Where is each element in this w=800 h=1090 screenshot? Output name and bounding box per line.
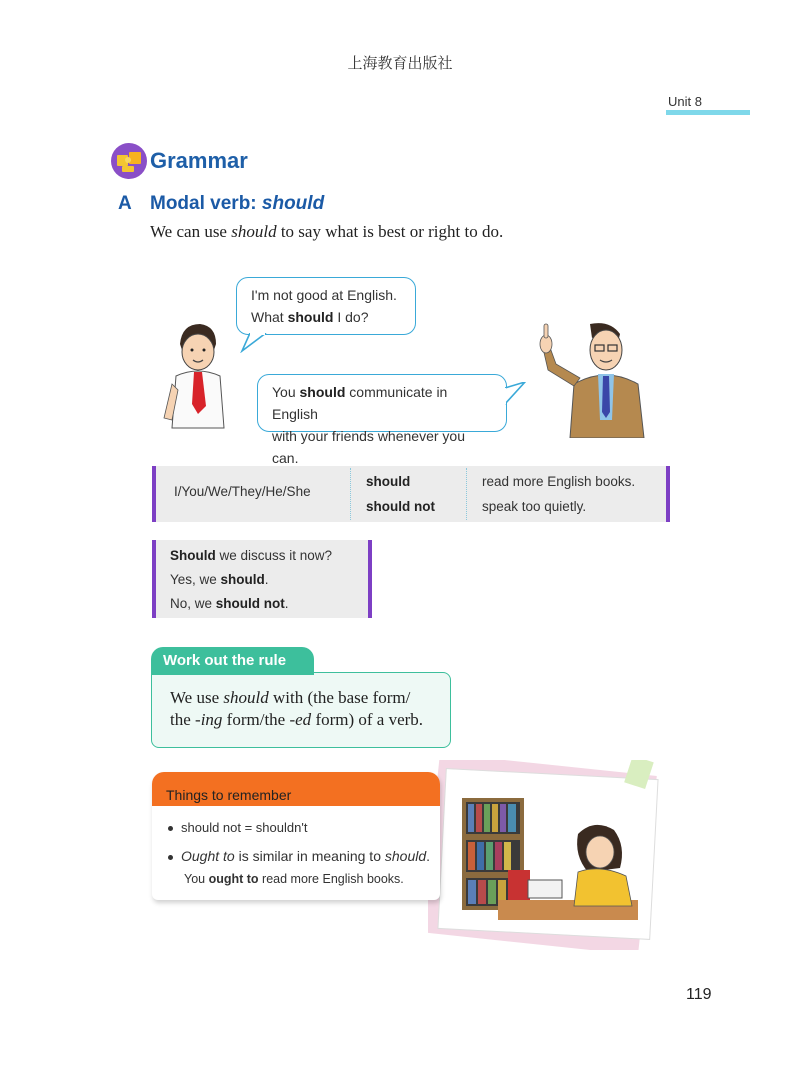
work-out-rule-tab: Work out the rule [151, 647, 314, 675]
things-to-remember-header: Things to remember [152, 772, 440, 806]
speech-bubble-boy: I'm not good at English. What should I do? [236, 277, 416, 335]
remember-item-1: should not = shouldn't [168, 820, 307, 835]
rule-line-1: We use should with (the base form/ [170, 688, 411, 707]
bullet-icon [168, 826, 173, 831]
question-line: Should we discuss it now? [170, 548, 333, 563]
question-answer-box [152, 540, 372, 618]
teacher-illustration [534, 320, 654, 438]
remember-item-2: Ought to is similar in meaning to should. [168, 848, 430, 864]
remember-example: You ought to read more English books. [184, 872, 404, 886]
unit-label: Unit 8 [668, 94, 702, 109]
work-out-rule-box [151, 672, 451, 748]
should-structure-table [152, 466, 670, 522]
boy-illustration [158, 316, 238, 436]
grammar-title: Grammar [150, 148, 248, 173]
section-letter: A [118, 193, 132, 214]
girl-studying-photo [428, 760, 668, 950]
table-modal-positive: should [366, 474, 411, 489]
table-modal-negative: should not [366, 499, 435, 514]
table-subjects: I/You/We/They/He/She [174, 484, 311, 499]
table-example-negative: speak too quietly. [482, 499, 587, 514]
bubble-tail-boy [240, 333, 274, 353]
section-title: Modal verb: should [150, 193, 325, 214]
page-number: 119 [686, 986, 712, 1003]
table-divider [466, 468, 467, 520]
unit-bar [666, 110, 750, 115]
intro-sentence: We can use should to say what is best or right to do. [150, 222, 504, 241]
bullet-icon [168, 855, 173, 860]
publisher-name: 上海教育出版社 [347, 54, 453, 72]
grammar-puzzle-icon [110, 142, 148, 180]
speech-bubble-teacher: You should communicate in English with your friends whenever you can. [257, 374, 507, 432]
yes-answer-line: Yes, we should. [170, 572, 269, 587]
no-answer-line: No, we should not. [170, 596, 289, 611]
bubble-tail-teacher [505, 382, 527, 412]
rule-line-2: the -ing form/the -ed form) of a verb. [170, 710, 424, 729]
table-divider [350, 468, 351, 520]
table-example-positive: read more English books. [482, 474, 636, 489]
